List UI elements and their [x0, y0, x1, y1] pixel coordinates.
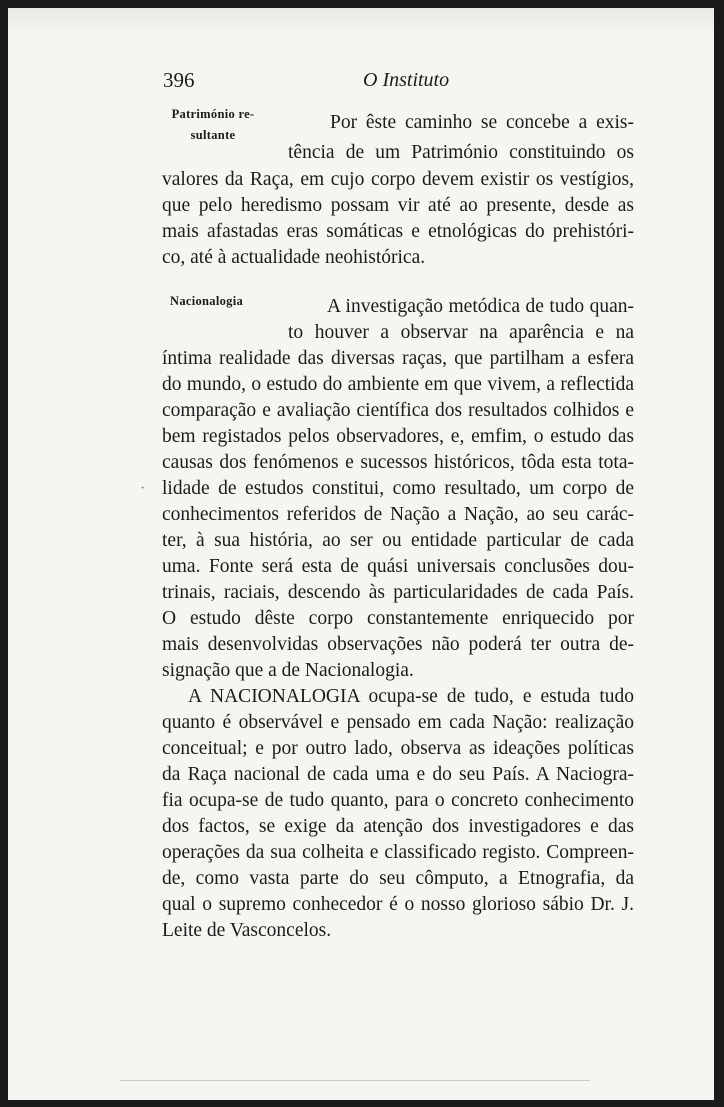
page-header: [8, 68, 714, 100]
margin-note-patrimonio: [158, 104, 268, 146]
text-line: íntima realidade das diversas raças, que partilham a esfera: [162, 348, 634, 369]
text-line: O estudo dêste corpo constantemente enriquecido por: [162, 608, 634, 629]
text-line: co, até à actualidade neohistórica.: [162, 247, 426, 268]
text-line: causas dos fenómenos e sucessos históricos, tôda esta tota-: [162, 452, 634, 473]
text-line: conhecimentos referidos de Nação a Nação, ao seu carác-: [162, 504, 634, 525]
text-line: de, como vasta parte do seu cômputo, a Etnografia, da: [162, 868, 634, 889]
text-line: quanto é observável e pensado em cada Nação: realização: [162, 712, 634, 733]
text-line: trinais, raciais, descendo às particularidades de cada País.: [162, 582, 634, 603]
margin-note-nacionalogia: [170, 291, 243, 312]
text-line: lidade de estudos constitui, como resultado, um corpo de: [162, 478, 634, 499]
running-title: O Instituto: [363, 69, 450, 91]
page-number: 396: [163, 68, 195, 92]
text-line: Leite de Vasconcelos.: [162, 920, 332, 941]
text-line: ter, à sua história, ao ser ou entidade particular de cada: [162, 530, 634, 551]
scan-edge: [8, 8, 714, 38]
text-line: mais afastadas eras somáticas e etnológicas do prehistóri-: [162, 221, 634, 242]
text-line: qual o supremo conhecedor é o nosso glorioso sábio Dr. J.: [162, 894, 634, 915]
text-line: A investigação metódica de tudo quan-: [327, 296, 634, 317]
text-line: A NACIONALOGIA ocupa-se de tudo, e estuda tudo: [188, 686, 634, 707]
text-line: signação que a de Nacionalogia.: [162, 660, 414, 681]
text-line: operações da sua colheita e classificado registo. Compreen-: [162, 842, 634, 863]
margin-note-line: Património re-: [171, 107, 255, 121]
text-line: bem registados pelos observadores, e, emfim, o estudo das: [162, 426, 634, 447]
text-line: uma. Fonte será esta de quási universais conclusões dou-: [162, 556, 634, 577]
text-line: que pelo heredismo possam vir até ao presente, desde as: [162, 195, 634, 216]
text-line: conceitual; e por outro lado, observa as ideações políticas: [162, 738, 634, 759]
text-line: dos factos, se exige da atenção dos investigadores e das: [162, 816, 634, 837]
text-line: to houver a observar na aparência e na: [288, 322, 634, 343]
text-line: Por êste caminho se concebe a exis-: [330, 112, 634, 133]
text-line: valores da Raça, em cujo corpo devem existir os vestígios,: [162, 169, 634, 190]
bottom-scan-line: [120, 1080, 590, 1081]
text-line: comparação e avaliação científica dos resultados colhidos e: [162, 400, 634, 421]
text-line: da Raça nacional de cada uma e do seu País. A Naciogra-: [162, 764, 634, 785]
margin-mark: ·: [140, 480, 146, 497]
margin-note-line: sultante: [190, 128, 236, 142]
text-line: do mundo, o estudo do ambiente em que vivem, a reflectida: [162, 374, 634, 395]
text-line: fia ocupa-se de tudo quanto, para o concreto conhecimento: [162, 790, 634, 811]
text-line: mais desenvolvidas observações não poderá ter outra de-: [162, 634, 634, 655]
margin-note-line: Nacionalogia: [170, 294, 244, 308]
text-line: tência de um Património constituindo os: [288, 142, 634, 163]
